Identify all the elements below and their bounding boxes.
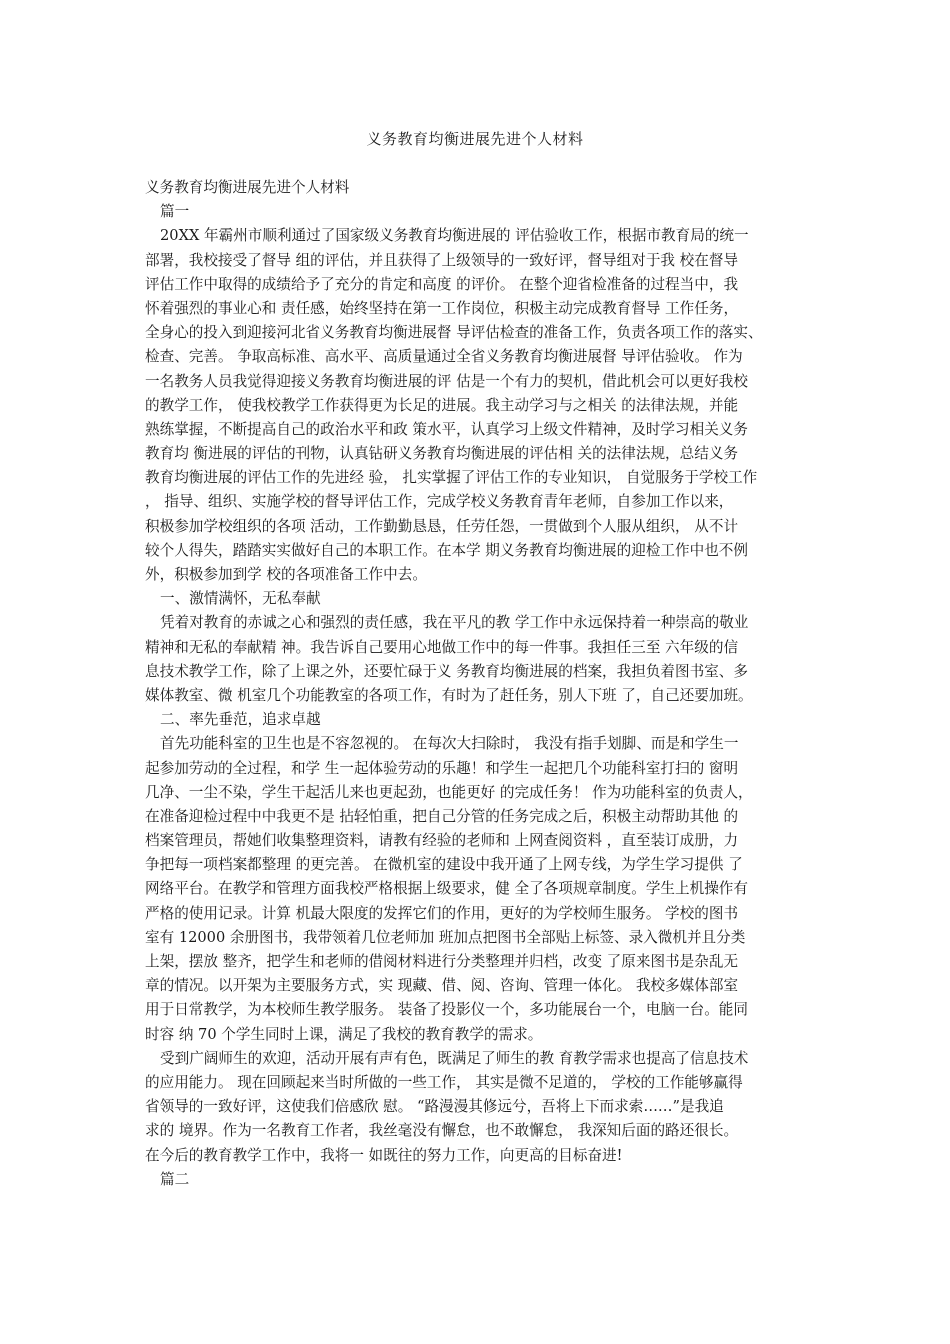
paragraph-line: 室有 12000 余册图书，我带领着几位老师加 班加点把图书全部贴上标签、录入微机并且分类 (145, 928, 746, 946)
paragraph-line: 用于日常教学，为本校师生教学服务。 装备了投影仪一个，多功能展台一个，电脑一台。能同 (145, 1001, 748, 1019)
paragraph-line: 一名教务人员我觉得迎接义务教育均衡进展的评 估是一个有力的契机，借此机会可以更好我校 (145, 372, 748, 390)
paragraph-line: 评估工作中取得的成绩给予了充分的肯定和高度 的评价。 在整个迎省检准备的过程当中，我 (145, 275, 739, 293)
paragraph-line: 争把每一项档案都整理 的更完善。 在微机室的建设中我开通了上网专线，为学生学习提供 了 (145, 856, 743, 874)
paragraph-line: 全身心的投入到迎接河北省义务教育均衡进展督 导评估检查的准备工作，负责各项工作的落实、 (145, 324, 763, 342)
paragraph-line: ， 指导、组织、实施学校的督导评估工作，完成学校义务教育青年老师，自参加工作以来， (145, 493, 734, 511)
paragraph-line: 在准备迎检过程中中我更不是 拈轻怕重，把自己分管的任务完成之后，积极主动帮助其他 的 (145, 807, 739, 825)
paragraph-line: 受到广阔师生的欢迎，活动开展有声有色，既满足了师生的教 育教学需求也提高了信息技术 (160, 1049, 749, 1067)
section-heading-passion: 一、激情满怀，无私奉献 (160, 590, 321, 608)
section-heading-excellence: 二、率先垂范，追求卓越 (160, 711, 321, 729)
paragraph-line: 起参加劳动的全过程，和学 生一起体验劳动的乐趣！和学生一起把几个功能科室打扫的 窗明 (145, 759, 739, 777)
paragraph-line: 教育均衡进展的评估工作的先进经 验， 扎实掌握了评估工作的专业知识， 自觉服务于学校工作 (145, 469, 758, 487)
section-label-part-one: 篇一 (160, 203, 190, 221)
section-label-part-two: 篇二 (160, 1170, 190, 1188)
paragraph-line: 上架，摆放 整齐，把学生和老师的借阅材料进行分类整理并归档，改变 了原来图书是杂乱无 (145, 953, 739, 970)
paragraph-line: 省领导的一致好评，这使我们倍感欣 慰。 “路漫漫其修远兮，吾将上下而求索……”是我追 (145, 1098, 724, 1116)
paragraph-line: 求的 境界。作为一名教育工作者，我丝毫没有懈怠，也不敢懈怠， 我深知后面的路还很长。 (145, 1122, 739, 1140)
paragraph-line: 在今后的教育教学工作中，我将一 如既往的努力工作，向更高的目标奋进! (145, 1146, 623, 1164)
paragraph-line: 的应用能力。 现在回顾起来当时所做的一些工作， 其实是微不足道的， 学校的工作能够赢得 (145, 1073, 743, 1091)
paragraph-line: 积极参加学校组织的各项 活动，工作勤勤恳恳，任劳任怨，一贯做到个人服从组织， 从不计 (145, 517, 739, 535)
paragraph-line: 的教学工作， 使我校教学工作获得更为长足的进展。我主动学习与之相关 的法律法规，并能 (145, 396, 739, 414)
paragraph-line: 档案管理员，帮她们收集整理资料，请教有经验的老师和 上网查阅资料 ，直至装订成册，力 (145, 832, 739, 850)
paragraph-line: 较个人得失，踏踏实实做好自己的本职工作。在本学 期义务教育均衡进展的迎检工作中也不例 (145, 541, 748, 559)
paragraph-line: 外，积极参加到学 校的各项准备工作中去。 (145, 566, 427, 583)
paragraph-line: 部署，我校接受了督导 组的评估，并且获得了上级领导的一致好评，督导组对于我 校在督导 (145, 251, 739, 269)
paragraph-line: 时容 纳 70 个学生同时上课，满足了我校的教育教学的需求。 (145, 1025, 543, 1043)
paragraph-line: 网络平台。在教学和管理方面我校严格根据上级要求，健 全了各项规章制度。学生上机操作有 (145, 880, 748, 898)
document-body (145, 176, 805, 1192)
paragraph-line: 熟练掌握，不断提高自己的政治水平和政 策水平，认真学习上级文件精神，及时学习相关义务 (145, 420, 748, 438)
paragraph-line: 检查、完善。 争取高标准、高水平、高质量通过全省义务教育均衡进展督 导评估验收。 作为 (145, 348, 743, 366)
paragraph-line: 精神和无私的奉献精 神。我告诉自己要用心地做工作中的每一件事。我担任三至 六年级的信 (145, 638, 739, 656)
paragraph-line: 怀着强烈的事业心和 责任感，始终坚持在第一工作岗位，积极主动完成教育督导 工作任务， (145, 299, 739, 317)
paragraph-line: 20XX 年霸州市顺利通过了国家级义务教育均衡进展的 评估验收工作，根据市教育局的统一 (160, 227, 749, 245)
body-heading: 义务教育均衡进展先进个人材料 (145, 179, 350, 196)
paragraph-line: 严格的使用记录。计算 机最大限度的发挥它们的作用，更好的为学校师生服务。 学校的图书 (145, 904, 739, 922)
paragraph-line: 首先功能科室的卫生也是不容忽视的。 在每次大扫除时， 我没有指手划脚、而是和学生一 (160, 735, 739, 753)
paragraph-line: 章的情况。以开架为主要服务方式，实 现藏、借、阅、咨询、管理一体化。 我校多媒体部室 (145, 977, 739, 995)
paragraph-line: 媒体教室、微 机室几个功能教室的各项工作，有时为了赶任务，别人下班 了，自己还要加班。 (145, 686, 753, 704)
document-title: 义务教育均衡进展先进个人材料 (366, 130, 584, 148)
paragraph-line: 凭着对教育的赤诚之心和强烈的责任感，我在平凡的教 学工作中永远保持着一种崇高的敬业 (160, 614, 749, 632)
paragraph-line: 息技术教学工作，除了上课之外，还要忙碌于义 务教育均衡进展的档案，我担负着图书室、多 (145, 662, 748, 680)
paragraph-line: 教育均 衡进展的评估的刊物，认真钻研义务教育均衡进展的评估相 关的法律法规，总结义务 (145, 445, 739, 463)
paragraph-line: 几净、一尘不染，学生干起活儿来也更起劲，也能更好 的完成任务！ 作为功能科室的负责人， (145, 783, 753, 801)
